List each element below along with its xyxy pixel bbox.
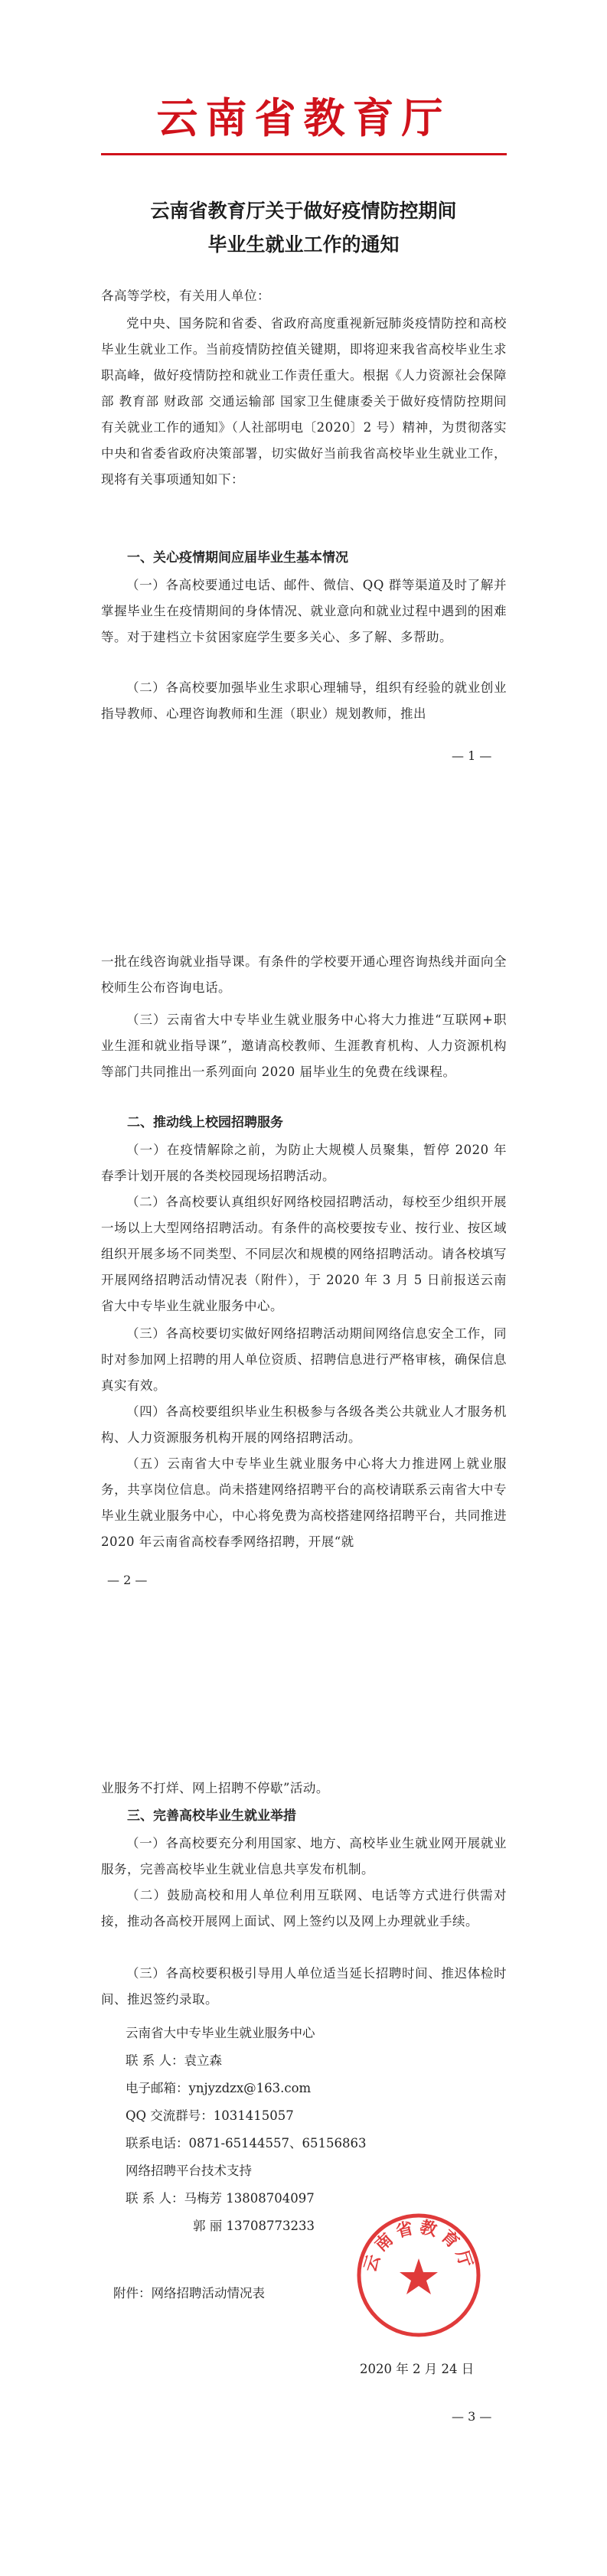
attachment-note: 附件：网络招聘活动情况表 [113,2286,265,2300]
contact-support: 网络招聘平台技术支持 [126,2164,252,2178]
seal-star-icon [400,2258,438,2294]
letterhead: 云南省教育厅 [156,93,451,142]
seal-text: 云南省教育厅 [360,2217,478,2274]
page-number-1: — 1 — [452,748,492,763]
contact-phone: 联系电话：0871-65144557、65156863 [126,2136,367,2150]
paragraph-1-2a: （二）各高校要加强毕业生求职心理辅导，组织有经验的就业创业指导教师、心理咨询教师和生涯（职业）规划教师，推出 [101,680,507,721]
paragraph-2-3: （三）各高校要切实做好网络招聘活动期间网络信息安全工作，同时对参加网上招聘的用人单位资质、招聘信息进行严格审核，确保信息真实有效。 [101,1326,507,1393]
contact-qq: QQ 交流群号：1031415057 [126,2108,294,2123]
official-seal [354,2211,483,2340]
contact-person: 联 系 人：袁立森 [126,2053,222,2068]
doc-title-line-1: 云南省教育厅关于做好疫情防控期间 [150,200,457,222]
paragraph-3-3: （三）各高校要积极引导用人单位适当延长招聘时间、推迟体检时间、推迟签约录取。 [101,1966,507,2007]
contact-org: 云南省大中专毕业生就业服务中心 [126,2026,315,2040]
contact-tech-2: 郭 丽 13708773233 [193,2219,315,2233]
paragraph-2-2: （二）各高校要认真组织好网络校园招聘活动，每校至少组织开展一场以上大型网络招聘活动。有条件的高校要按专业、按行业、按区域组织开展多场不同类型、不同层次和规模的网络招聘活动。请各校填写开展网络招聘活动情况表（附件），于 2020 年 3 月 5 日前报送云南省大中专毕业生就业服务中心。 [101,1195,507,1313]
red-divider [101,153,507,155]
contact-tech-1: 联 系 人：马梅芳 13808704097 [126,2191,315,2206]
paragraph-2-1: （一）在疫情解除之前，为防止大规模人员聚集，暂停 2020 年春季计划开展的各类校园现场招聘活动。 [101,1143,507,1183]
page-number-2: — 2 — [107,1573,148,1587]
section-heading-2: 二、推动线上校园招聘服务 [127,1115,283,1130]
page-number-3: — 3 — [452,2409,492,2424]
paragraph-3-2: （二）鼓励高校和用人单位利用互联网、电话等方式进行供需对接，推动各高校开展网上面试、网上签约以及网上办理就业手续。 [101,1888,507,1929]
paragraph-1-2b: 一批在线咨询就业指导课。有条件的学校要开通心理咨询热线并面向全校师生公布咨询电话。 [101,954,507,995]
doc-title-line-2: 毕业生就业工作的通知 [207,233,400,256]
issue-date: 2020 年 2 月 24 日 [360,2362,475,2376]
salutation: 各高等学校，有关用人单位： [101,289,270,303]
paragraph-2-5b: 业服务不打烊、网上招聘不停歇”活动。 [101,1781,329,1795]
paragraph-1-1: （一）各高校要通过电话、邮件、微信、QQ 群等渠道及时了解并掌握毕业生在疫情期间的身体情况、就业意向和就业过程中遇到的困难等。对于建档立卡贫困家庭学生要多关心、多了解、多帮助。 [101,578,507,644]
paragraph-1-3: （三）云南省大中专毕业生就业服务中心将大力推进“互联网+职业生涯和就业指导课”，邀请高校教师、生涯教育机构、人力资源机构等部门共同推出一系列面向 2020 届毕业生的免费在线课程。 [101,1012,507,1079]
contact-email: 电子邮箱：ynjyzdzx@163.com [126,2081,312,2095]
section-heading-1: 一、关心疫情期间应届毕业生基本情况 [127,550,348,566]
intro-paragraph: 党中央、国务院和省委、省政府高度重视新冠肺炎疫情防控和高校毕业生就业工作。当前疫情防控值关键期，即将迎来我省高校毕业生求职高峰，做好疫情防控和就业工作责任重大。根据《人力资源社会保障部 教育部 财政部 交通运输部 国家卫生健康委关于做好疫情防控期间有关就业工作的通知》（人社部明电〔2020〕2 号）精神，为贯彻落实中央和省委省政府决策部署，切实做好当前我省高校毕业生就业工作，现将有关事项通知如下： [101,316,507,487]
paragraph-2-5a: （五）云南省大中专毕业生就业服务中心将大力推进网上就业服务，共享岗位信息。尚未搭建网络招聘平台的高校请联系云南省大中专毕业生就业服务中心，中心将免费为高校搭建网络招聘平台，共同推进 2020 年云南省高校春季网络招聘，开展“就 [101,1456,507,1549]
paragraph-3-1: （一）各高校要充分利用国家、地方、高校毕业生就业网开展就业服务，完善高校毕业生就业信息共享发布机制。 [101,1836,507,1877]
section-heading-3: 三、完善高校毕业生就业举措 [127,1808,296,1824]
paragraph-2-4: （四）各高校要组织毕业生积极参与各级各类公共就业人才服务机构、人力资源服务机构开展的网络招聘活动。 [101,1404,507,1445]
